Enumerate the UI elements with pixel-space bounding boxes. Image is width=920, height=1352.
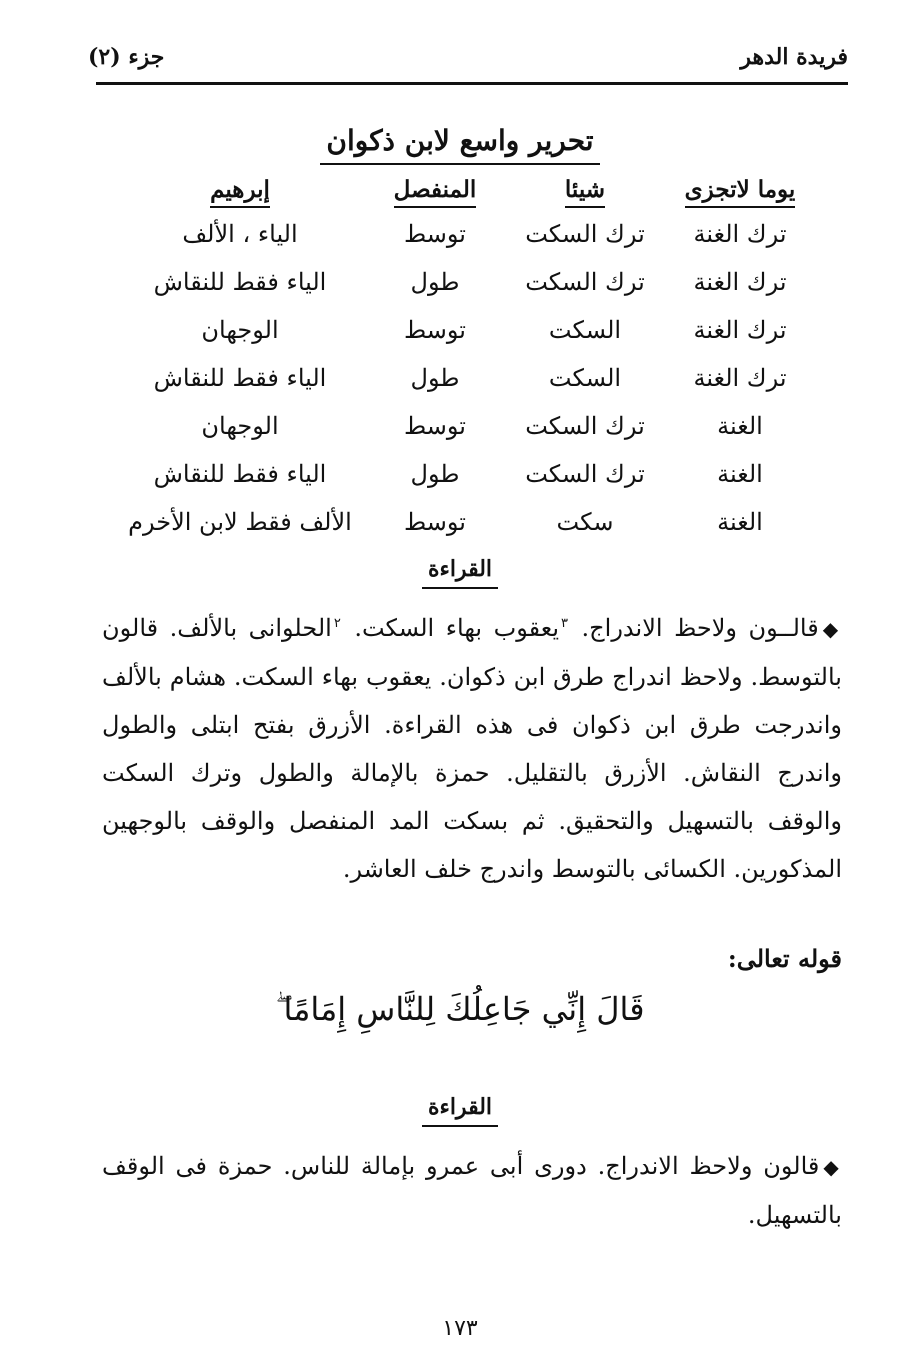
column-header: يوما لاتجزى (670, 176, 810, 203)
volume-label: جزء (٢) (88, 44, 165, 70)
table-cell: الوجهان (201, 412, 279, 440)
table-cell: توسط (404, 316, 466, 344)
table-cell: الياء فقط للنقاش (153, 268, 327, 296)
paragraph-text: قالون ولاحظ الاندراج. دورى أبى عمرو بإمالة للناس. حمزة فى الوقف بالتسهيل. (102, 1152, 842, 1229)
column-header: إبرهيم (110, 176, 370, 203)
table-cell: طول (410, 364, 460, 392)
paragraph-text: يعقوب بهاء السكت. (354, 614, 559, 642)
table-cell: الوجهان (201, 316, 279, 344)
table-row (110, 364, 810, 412)
table-cell: طول (410, 268, 460, 296)
bullet-diamond-icon: ◆ (823, 1155, 842, 1179)
table-row (110, 220, 810, 268)
verse-intro: قوله تعالى: (727, 944, 842, 973)
table-cell: ترك السكت (525, 412, 645, 440)
table-cell: ترك السكت (525, 220, 645, 248)
table-row (110, 268, 810, 316)
paragraph-text: قالــون ولاحظ الاندراج. (581, 614, 819, 642)
footnote-marker: ٢ (333, 616, 341, 631)
page-number: ١٧٣ (442, 1316, 478, 1341)
table-cell: الغنة (717, 460, 763, 488)
table-cell: ترك الغنة (693, 268, 787, 296)
table-cell: الغنة (717, 412, 763, 440)
table-row (110, 508, 810, 556)
paragraph-text: الحلوانى بالألف. قالون بالتوسط. ولاحظ اندراج طرق ابن ذكوان. يعقوب بهاء السكت. هشام بالألف واندرجت طرق ابن ذكوان فى هذه القراءة. الأزرق بفتح ابتلى والطول واندرج النقاش. الأزرق بالتقليل. حمزة بالإمالة والطول وترك السكت والوقف بالتسهيل والتحقيق. ثم بسكت المد المنفصل والوقف بالوجهين المذكورين. الكسائى بالتوسط واندرج خلف العاشر. (102, 614, 842, 883)
quran-verse: قَالَ إِنِّي جَاعِلُكَ لِلنَّاسِ إِمَامًا ۖ (275, 990, 645, 1028)
table-cell: السكت (548, 364, 622, 392)
footnote-marker: ٣ (561, 616, 568, 631)
table-row (110, 316, 810, 364)
table-cell: ترك الغنة (693, 220, 787, 248)
table-cell: الياء فقط للنقاش (153, 460, 327, 488)
column-header: شيئا (510, 176, 660, 203)
table-cell: الغنة (717, 508, 763, 536)
reading-paragraph (102, 600, 842, 893)
header-rule (96, 82, 848, 85)
table-cell: توسط (404, 220, 466, 248)
table-cell: سكت (556, 508, 614, 536)
section-heading: القراءة (0, 1094, 920, 1127)
table-cell: توسط (404, 412, 466, 440)
table-cell: ترك السكت (525, 460, 645, 488)
table-cell: توسط (404, 508, 466, 536)
table-row (110, 412, 810, 460)
running-header (88, 38, 848, 82)
readings-table (110, 176, 810, 556)
table-cell: الياء ، الألف (182, 220, 298, 248)
table-row (110, 460, 810, 508)
table-title: تحرير واسع لابن ذكوان (0, 124, 920, 165)
section-heading: القراءة (0, 556, 920, 589)
table-cell: طول (410, 460, 460, 488)
table-cell: السكت (548, 316, 622, 344)
column-header: المنفصل (380, 176, 490, 203)
table-cell: الألف فقط لابن الأخرم (128, 508, 352, 536)
table-cell: ترك الغنة (693, 316, 787, 344)
table-cell: الياء فقط للنقاش (153, 364, 327, 392)
table-cell: ترك الغنة (693, 364, 787, 392)
book-title: فريدة الدهر (740, 44, 848, 70)
table-cell: ترك السكت (525, 268, 645, 296)
bullet-diamond-icon: ◆ (822, 617, 842, 641)
reading-paragraph (102, 1142, 842, 1239)
table-header-row (110, 176, 810, 220)
